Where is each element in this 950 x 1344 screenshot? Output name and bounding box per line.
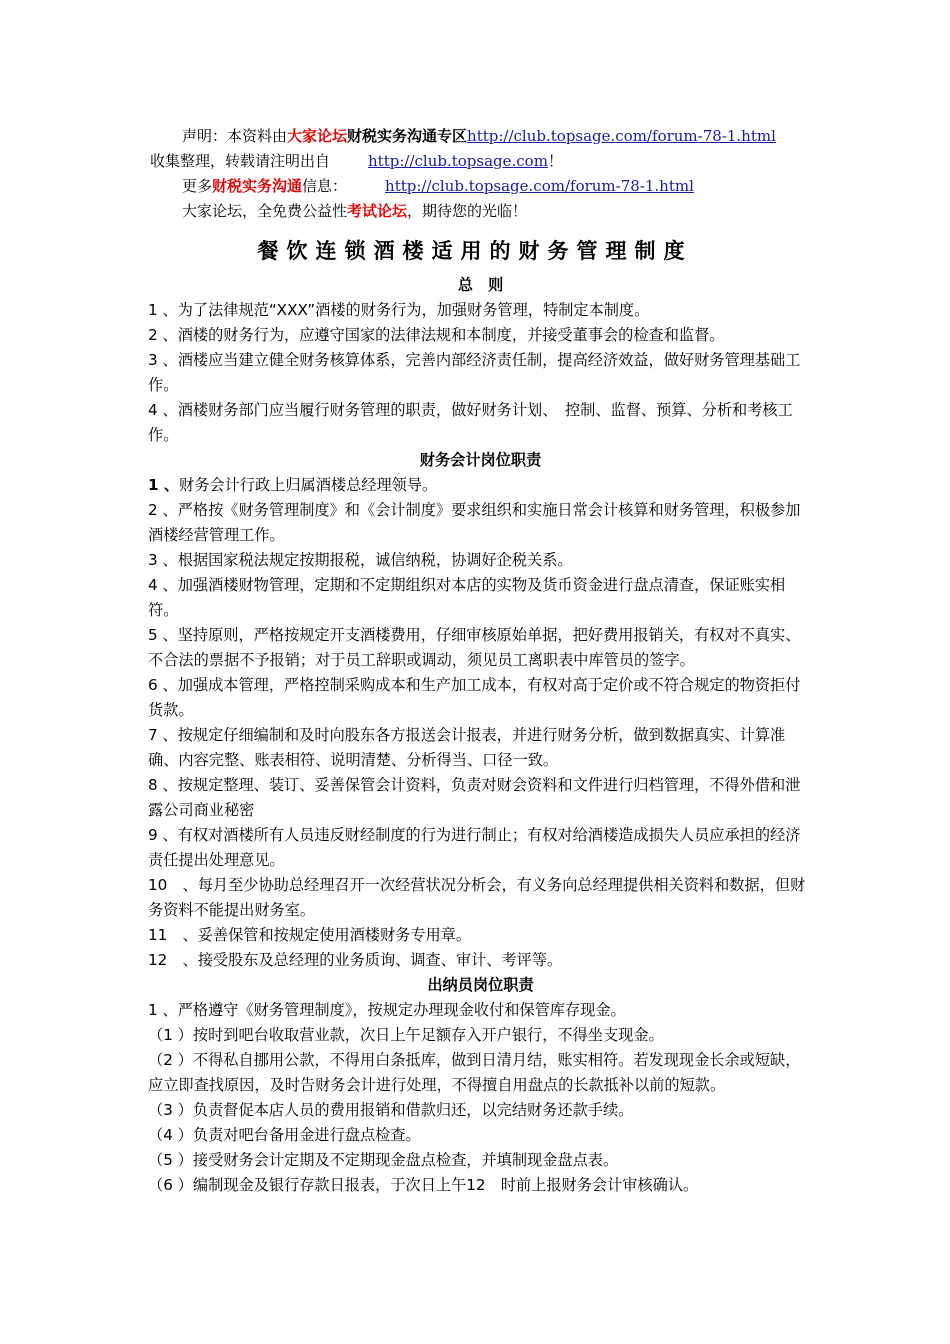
site-name: 大家论坛 [287, 127, 348, 145]
notice-source-text: 收集整理，转载请注明出自 [150, 152, 331, 170]
list-item: 8 、按规定整理、装订、妥善保管会计资料，负责对财会资料和文件进行归档管理，不得外借和泄露公司商业秘密 [148, 776, 801, 819]
list-item: （5 ）接受财务会计定期及不定期现金盘点检查，并填制现金盘点表。 [148, 1151, 619, 1169]
notice-line-4 [150, 199, 842, 224]
notice-welcome-prefix: 大家论坛，全免费公益性 [182, 202, 348, 220]
list-item: 1 、财务会计行政上归属酒楼总经理领导。 [148, 476, 438, 494]
notice-more-prefix: 更多 [182, 177, 213, 195]
list-item: 1 、为了法律规范“XXX”酒楼的财务行为，加强财务管理，特制定本制度。 [148, 301, 650, 319]
list-item: 11 、妥善保管和按规定使用酒楼财务专用章。 [148, 926, 472, 944]
forum-link-2[interactable]: http://club.topsage.com/forum-78-1.html [385, 177, 694, 195]
list-item: 9 、有权对酒楼所有人员违反财经制度的行为进行制止；有权对给酒楼造成损失人员应承担的经济责任提出处理意见。 [148, 826, 801, 869]
list-item: （4 ）负责对吧台备用金进行盘点检查。 [148, 1126, 421, 1144]
notice-line-2 [150, 149, 810, 174]
notice-suffix: ！ [547, 152, 563, 170]
section-heading-accountant: 财务会计岗位职责 [419, 451, 542, 469]
forum-link[interactable]: http://club.topsage.com/forum-78-1.html [467, 127, 776, 145]
list-item: （6 ）编制现金及银行存款日报表，于次日上午12 时前上报财务会计审核确认。 [148, 1176, 699, 1194]
notice-prefix: 声明：本资料由 [182, 127, 288, 145]
document-title: 餐饮连锁酒楼适用的财务管理制度 [257, 239, 693, 263]
section-heading-general: 总 则 [457, 276, 504, 294]
site-link[interactable]: http://club.topsage.com [368, 152, 548, 170]
document-body [148, 273, 813, 1198]
list-item: 2 、严格按《财务管理制度》和《会计制度》要求组织和实施日常会计核算和财务管理，积极参加酒楼经营管理工作。 [148, 501, 801, 544]
list-item: 3 、酒楼应当建立健全财务核算体系，完善内部经济责任制，提高经济效益，做好财务管理基础工作。 [148, 351, 801, 394]
list-item: （2 ）不得私自挪用公款，不得用白条抵库，做到日清月结，账实相符。若发现现金长余或短缺，应立即查找原因，及时告财务会计进行处理，不得擅自用盘点的长款抵补以前的短款。 [148, 1051, 801, 1094]
list-item: 4 、酒楼财务部门应当履行财务管理的职责，做好财务计划、 控制、监督、预算、分析和考核工作。 [148, 401, 793, 444]
notice-welcome-highlight: 考试论坛 [347, 202, 408, 220]
list-item: 2 、酒楼的财务行为，应遵守国家的法律法规和本制度，并接受董事会的检查和监督。 [148, 326, 725, 344]
list-item: 3 、根据国家税法规定按期报税，诚信纳税，协调好企税关系。 [148, 551, 573, 569]
list-item: 12 、接受股东及总经理的业务质询、调查、审计、考评等。 [148, 951, 563, 969]
notice-welcome-suffix: ，期待您的光临！ [407, 202, 528, 220]
list-item: 5 、坚持原则，严格按规定开支酒楼费用，仔细审核原始单据，把好费用报销关，有权对不真实、不合法的票据不予报销；对于员工辞职或调动，须见员工离职表中库管员的签字。 [148, 626, 801, 669]
list-item: 7 、按规定仔细编制和及时向股东各方报送会计报表，并进行财务分析，做到数据真实、计算准确、内容完整、账表相符、说明清楚、分析得当、口径一致。 [148, 726, 786, 769]
forum-name: 财税实务沟通专区 [347, 127, 468, 145]
section-heading-cashier: 出纳员岗位职责 [427, 976, 534, 994]
notice-more-text: 信息： [302, 177, 348, 195]
notice-line-3 [150, 174, 842, 199]
list-item: （1 ）按时到吧台收取营业款，次日上午足额存入开户银行，不得坐支现金。 [148, 1026, 664, 1044]
list-item: 1 、严格遵守《财务管理制度》，按规定办理现金收付和保管库存现金。 [148, 1001, 626, 1019]
notice-line-1 [150, 124, 842, 149]
notice-more-highlight: 财税实务沟通 [212, 177, 303, 195]
list-item: （3 ）负责督促本店人员的费用报销和借款归还，以完结财务还款手续。 [148, 1101, 634, 1119]
list-item: 10 、每月至少协助总经理召开一次经营状况分析会，有义务向总经理提供相关资料和数据，但财务资料不能提出财务室。 [148, 876, 806, 919]
list-item: 6 、加强成本管理，严格控制采购成本和生产加工成本，有权对高于定价或不符合规定的物资拒付货款。 [148, 676, 801, 719]
list-item: 4 、加强酒楼财物管理，定期和不定期组织对本店的实物及货币资金进行盘点清查，保证账实相符。 [148, 576, 786, 619]
